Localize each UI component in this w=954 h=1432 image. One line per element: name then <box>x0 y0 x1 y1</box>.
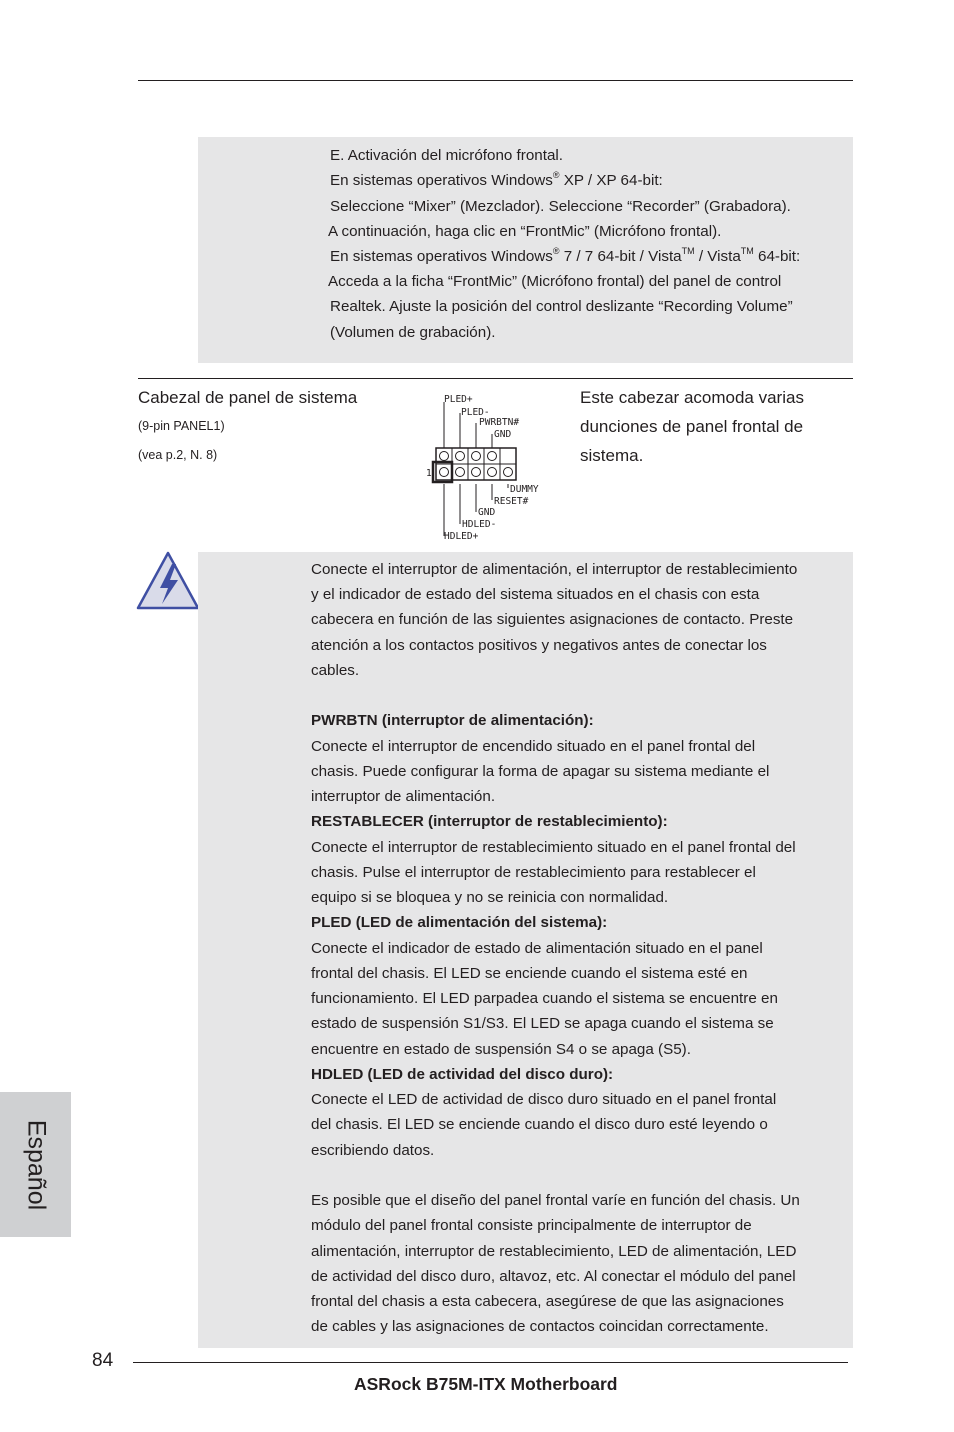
pin-label-hdled-minus: HDLED- <box>462 519 497 530</box>
instruction-heading: PWRBTN (interruptor de alimentación): <box>311 712 594 729</box>
instruction-line: estado de suspensión S1/S3. El LED se apaga cuando el sistema se <box>311 1015 774 1032</box>
instruction-heading: RESTABLECER (interruptor de restablecimiento): <box>311 813 668 830</box>
header-description-line: sistema. <box>580 446 644 465</box>
instruction-line: alimentación, interruptor de restablecimiento, LED de alimentación, LED <box>311 1243 797 1260</box>
top-rule <box>138 80 853 81</box>
instruction-line: frontal del chasis. El LED se enciende cuando el sistema esté en <box>311 965 748 982</box>
instruction-heading: HDLED (LED de actividad del disco duro): <box>311 1066 614 1083</box>
instruction-line: módulo del panel frontal consiste principalmente de interruptor de <box>311 1217 752 1234</box>
pin-label-gnd-top: GND <box>494 429 512 440</box>
page-number: 84 <box>92 1350 114 1371</box>
header-title: Cabezal de panel de sistema <box>138 388 358 407</box>
instruction-line: cables. <box>311 662 360 679</box>
instruction-line: y el indicador de estado del sistema situados en el chasis con esta <box>311 586 760 603</box>
section-rule <box>138 378 853 379</box>
instruction-line: equipo si se bloquea y no se reinicia con normalidad. <box>311 889 669 906</box>
header-pin-count: (9-pin PANEL1) <box>138 419 225 433</box>
front-mic-line: Realtek. Ajuste la posición del control deslizante “Recording Volume” <box>330 298 793 315</box>
front-mic-line: (Volumen de grabación). <box>330 324 496 341</box>
header-description-line: dunciones de panel frontal de <box>580 417 804 436</box>
pin-label-reset: RESET# <box>494 496 529 507</box>
pin-label-pwrbtn: PWRBTN# <box>479 417 520 428</box>
panel-header-pin-diagram <box>420 388 560 544</box>
instruction-line: escribiendo datos. <box>311 1142 435 1159</box>
header-description-line: Este cabezar acomoda varias <box>580 388 804 407</box>
footer-product-name: ASRock B75M-ITX Motherboard <box>354 1374 618 1394</box>
instruction-line: chasis. Pulse el interruptor de restablecimiento para restablecer el <box>311 864 756 881</box>
front-mic-line: A continuación, haga clic en “FrontMic” (Micrófono frontal). <box>328 223 722 240</box>
pin-one-label: 1 <box>426 468 432 479</box>
instruction-line: del chasis. El LED se enciende cuando el disco duro esté leyendo o <box>311 1116 768 1133</box>
instruction-line: Conecte el interruptor de restablecimiento situado en el panel frontal del <box>311 839 796 856</box>
instruction-line: de cables y las asignaciones de contactos coincidan correctamente. <box>311 1318 769 1335</box>
instruction-line: interruptor de alimentación. <box>311 788 496 805</box>
pin-label-dummy: DUMMY <box>510 484 539 495</box>
front-mic-line: Seleccione “Mixer” (Mezclador). Seleccione “Recorder” (Grabadora). <box>330 198 791 215</box>
pin-label-hdled-plus: HDLED+ <box>444 531 479 542</box>
instruction-line: chasis. Puede configurar la forma de apagar su sistema mediante el <box>311 763 770 780</box>
instruction-line: Conecte el interruptor de alimentación, el interruptor de restablecimiento <box>311 561 798 578</box>
language-label: Español <box>22 1119 50 1210</box>
pin-label-pled-plus: PLED+ <box>444 394 473 405</box>
language-side-tab <box>0 1092 71 1237</box>
instruction-line: encuentre en estado de suspensión S4 o se apaga (S5). <box>311 1041 691 1058</box>
pin-label-gnd-bottom: GND <box>478 507 496 518</box>
instruction-line: atención a los contactos positivos y negativos antes de conectar los <box>311 637 767 654</box>
header-reference: (vea p.2, N. 8) <box>138 448 218 462</box>
instruction-line: de actividad del disco duro, altavoz, etc. Al conectar el módulo del panel <box>311 1268 796 1285</box>
front-mic-line: En sistemas operativos Windows® XP / XP 64-bit: <box>330 169 663 189</box>
instruction-line: Conecte el indicador de estado de alimentación situado en el panel <box>311 940 763 957</box>
instruction-line: funcionamiento. El LED parpadea cuando el sistema se encuentre en <box>311 990 778 1007</box>
front-mic-line: En sistemas operativos Windows® 7 / 7 64-bit / Vista™ / Vista™ 64-bit: <box>330 245 801 265</box>
instruction-line: cabecera en función de las siguientes asignaciones de contacto. Preste <box>311 611 794 628</box>
instruction-heading: PLED (LED de alimentación del sistema): <box>311 914 608 931</box>
pin-label-pled-minus: PLED- <box>461 407 490 418</box>
front-mic-line: E. Activación del micrófono frontal. <box>330 147 563 164</box>
front-mic-line: Acceda a la ficha “FrontMic” (Micrófono frontal) del panel de control <box>328 273 782 290</box>
instruction-line: Conecte el LED de actividad de disco duro situado en el panel frontal <box>311 1091 777 1108</box>
instruction-line: frontal del chasis a esta cabecera, asegúrese de que las asignaciones <box>311 1293 784 1310</box>
instruction-line: Es posible que el diseño del panel frontal varíe en función del chasis. Un <box>311 1192 800 1209</box>
warning-lightning-icon <box>136 550 200 612</box>
footer-rule <box>133 1362 848 1363</box>
instruction-line: Conecte el interruptor de encendido situado en el panel frontal del <box>311 738 756 755</box>
